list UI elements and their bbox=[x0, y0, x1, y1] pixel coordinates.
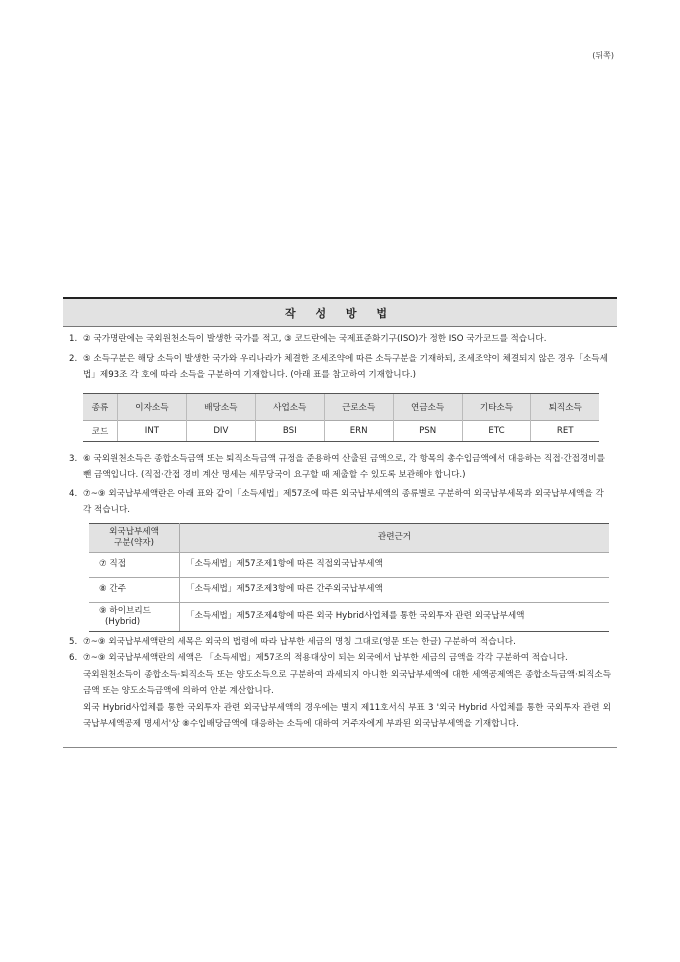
instruction-item-3 bbox=[63, 451, 611, 484]
instruction-list bbox=[63, 634, 617, 733]
section-title: 작 성 방 법 bbox=[63, 297, 617, 327]
table-header-row bbox=[83, 393, 599, 420]
table-header-cell: 기타소득 bbox=[462, 393, 531, 420]
item-number: 5. bbox=[69, 636, 78, 647]
instruction-list bbox=[63, 331, 617, 384]
bottom-divider bbox=[63, 747, 617, 748]
foreign-tax-basis-table bbox=[89, 523, 609, 632]
table-header-row bbox=[89, 523, 609, 552]
item-note: 외국 Hybrid사업체를 통한 국외투자 관련 외국납부세액의 경우에는 별지 제11호서식 부표 3 '외국 Hybrid 사업체를 통한 국외투자 관련 외국납부세액공제 명세서'상 ⑧수입배당금액에 대응하는 소득에 대하여 거주자에게 부과된 외국납부세액을 기재합니다. bbox=[83, 702, 611, 729]
item-number: 6. bbox=[69, 653, 78, 663]
table-cell: ERN bbox=[324, 420, 393, 441]
table-cell: ⑦ 직접 bbox=[89, 552, 180, 577]
income-code-table bbox=[83, 393, 599, 442]
instruction-list bbox=[63, 451, 617, 519]
item-number: 4. bbox=[69, 488, 78, 499]
table-header-cell: 연금소득 bbox=[393, 393, 462, 420]
table-header-cell: 이자소득 bbox=[117, 393, 186, 420]
table-header-cell: 근로소득 bbox=[324, 393, 393, 420]
table-cell: INT bbox=[117, 420, 186, 441]
item-text: ⑥ 국외원천소득은 종합소득금액 또는 퇴직소득금액 규정을 준용하여 산출된 금액으로, 각 항목의 총수입금액에서 대응하는 직접·간접경비를 뺀 금액입니다. (직접·간접 경비 계산 명세는 세무당국이 요구할 때 제출할 수 있도록 보관해야 합니다.) bbox=[83, 453, 605, 480]
table-cell: 코드 bbox=[83, 420, 117, 441]
table-header-cell: 관련근거 bbox=[180, 523, 610, 552]
table-cell: 「소득세법」제57조제1항에 따른 직접외국납부세액 bbox=[180, 552, 610, 577]
item-text: ② 국가명란에는 국외원천소득이 발생한 국가를 적고, ③ 코드란에는 국제표준화기구(ISO)가 정한 ISO 국가코드를 적습니다. bbox=[83, 334, 547, 344]
table-cell: 「소득세법」제57조제4항에 따른 외국 Hybrid사업체를 통한 국외투자 관련 외국납부세액 bbox=[180, 602, 610, 631]
table-cell: PSN bbox=[393, 420, 462, 441]
instruction-item-6 bbox=[63, 650, 611, 733]
table-cell: BSI bbox=[255, 420, 324, 441]
table-header-cell: 배당소득 bbox=[186, 393, 255, 420]
table-cell: ⑧ 간주 bbox=[89, 577, 180, 602]
table-header-cell: 퇴직소득 bbox=[531, 393, 599, 420]
header-text: 외국납부세액 bbox=[109, 526, 159, 537]
item-note: 국외원천소득이 종합소득·퇴직소득 또는 양도소득으로 구분하여 과세되지 아니한 외국납부세액에 대한 세액공제액은 종합소득금액·퇴직소득금액 또는 양도소득금액에 의하여 안분 계산합니다. bbox=[83, 669, 611, 696]
item-number: 2. bbox=[69, 353, 78, 364]
instructions-section bbox=[63, 297, 617, 748]
table-header-cell: 종류 bbox=[83, 393, 117, 420]
instruction-item-4 bbox=[63, 486, 611, 519]
table-cell: DIV bbox=[186, 420, 255, 441]
table-cell bbox=[89, 602, 180, 631]
instruction-item-1 bbox=[63, 331, 611, 348]
table-header-cell: 사업소득 bbox=[255, 393, 324, 420]
item-text: ⑦~⑨ 외국납부세액란의 세목은 외국의 법령에 따라 납부한 세금의 명칭 그대로(영문 또는 한글) 구분하여 적습니다. bbox=[83, 636, 516, 647]
table-row bbox=[89, 552, 609, 577]
table-row bbox=[89, 577, 609, 602]
table-header-cell bbox=[89, 523, 180, 552]
item-number: 1. bbox=[69, 334, 78, 344]
item-text: ⑤ 소득구분은 해당 소득이 발생한 국가와 우리나라가 체결한 조세조약에 따른 소득구분을 기재하되, 조세조약이 체결되지 않은 경우「소득세법」제93조 각 호에 따라 소득을 구분하여 기재합니다. (아래 표를 참고하여 기재합니다.) bbox=[83, 353, 608, 380]
cell-text: (Hybrid) bbox=[105, 616, 141, 627]
item-text: ⑦~⑨ 외국납부세액란의 세액은 「소득세법」제57조의 적용대상이 되는 외국에서 납부한 세금의 금액을 각각 구분하여 적습니다. bbox=[83, 653, 568, 663]
table-row bbox=[89, 602, 609, 631]
item-text: ⑦~⑨ 외국납부세액란은 아래 표와 같이「소득세법」제57조에 따른 외국납부세액의 종류별로 구분하여 외국납부세목과 외국납부세액을 각각 적습니다. bbox=[83, 488, 604, 515]
table-cell: 「소득세법」제57조제3항에 따른 간주외국납부세액 bbox=[180, 577, 610, 602]
cell-text: ⑨ 하이브리드 bbox=[99, 605, 151, 616]
instruction-item-2 bbox=[63, 351, 611, 384]
page-side-label: (뒤쪽) bbox=[592, 51, 614, 60]
item-number: 3. bbox=[69, 453, 78, 464]
table-cell: ETC bbox=[462, 420, 531, 441]
table-row bbox=[83, 420, 599, 441]
header-text: 구분(약자) bbox=[114, 537, 154, 548]
instruction-item-5 bbox=[63, 634, 611, 651]
table-cell: RET bbox=[531, 420, 599, 441]
